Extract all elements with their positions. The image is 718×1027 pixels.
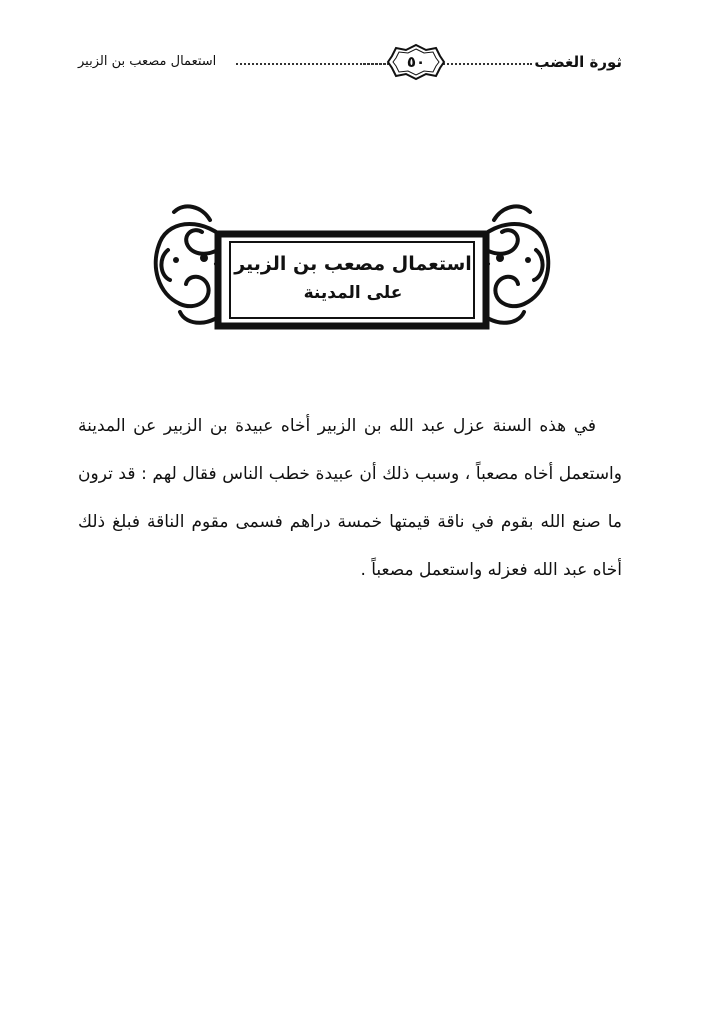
leader-dots-left	[236, 63, 386, 65]
section-title-line1: استعمال مصعب بن الزبير	[234, 253, 472, 275]
body-paragraph: في هذه السنة عزل عبد الله بن الزبير أخاه عبيدة بن الزبير عن المدينة واستعمل أخاه مصعباً ، وسبب ذلك أن عبيدة خطب الناس فقال لهم : قد ترون ما صنع الله بقوم في ناقة قيمتها خمسة دراهم فسمى مقوم الناقة فبلغ ذلك أخاه عبد الله فعزله واستعمل مصعباً .	[78, 416, 622, 580]
page-number: ٥٠	[406, 53, 426, 71]
section-title-line2: على المدينة	[303, 283, 403, 303]
running-chapter-title: استعمال مصعب بن الزبير	[78, 54, 217, 69]
page-number-badge	[386, 42, 446, 82]
body-text	[78, 402, 622, 594]
page-header	[78, 40, 622, 84]
running-book-title: ثورة الغضب	[534, 53, 622, 71]
section-title	[228, 240, 478, 318]
